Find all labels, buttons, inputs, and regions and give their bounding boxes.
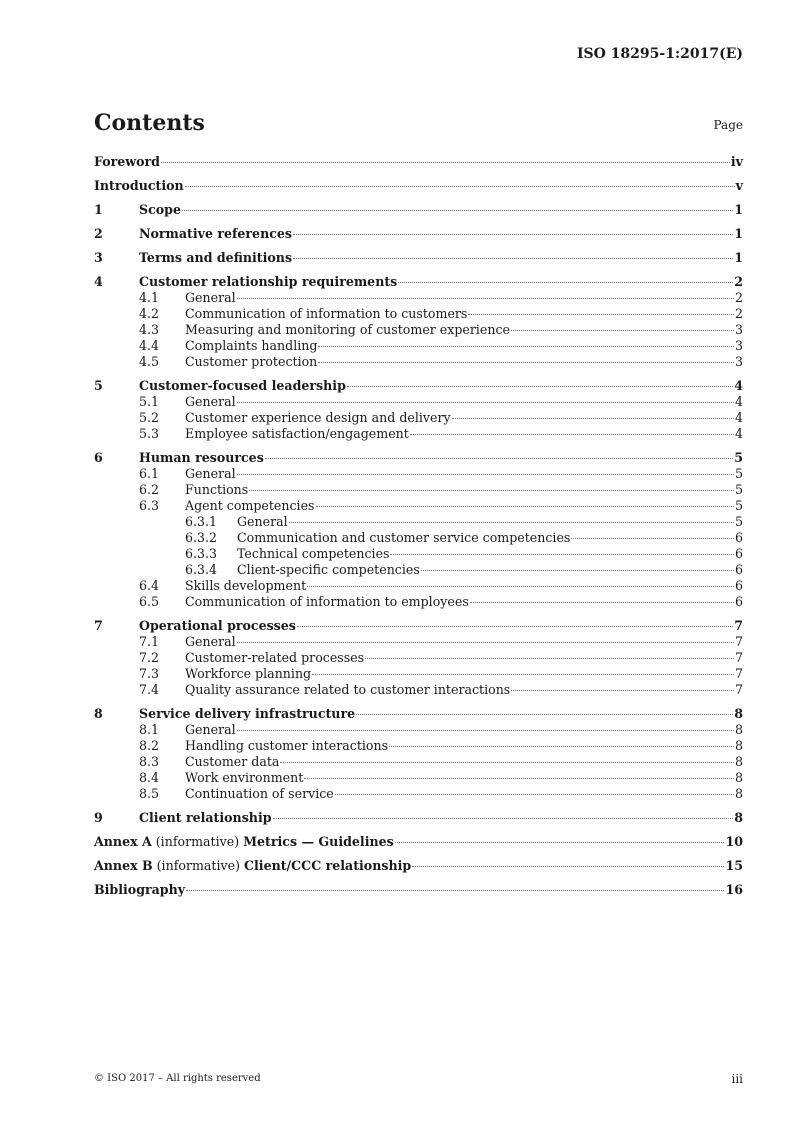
- toc-entry-title: Workforce planning: [185, 666, 312, 681]
- toc-entry-page: 7: [734, 666, 743, 681]
- toc-entry-title: Skills development: [185, 578, 307, 593]
- toc-entry-title: Employee satisfaction/engagement: [185, 426, 409, 441]
- toc-entry-title: Technical competencies: [237, 546, 390, 561]
- toc-entry-number: 6.1: [139, 466, 160, 481]
- toc-entry-page: 2: [734, 290, 743, 305]
- toc-dot-leader: [293, 258, 733, 259]
- toc-dot-leader: [395, 842, 725, 843]
- toc-entry-number: 2: [94, 226, 103, 241]
- toc-entry-title: Quality assurance related to customer interactions: [185, 682, 511, 697]
- toc-entry-title: Service delivery infrastructure: [139, 706, 356, 721]
- toc-entry-number: 6.3.1: [185, 514, 218, 529]
- toc-entry-title: Functions: [185, 482, 249, 497]
- toc-entry-page: 8: [734, 706, 743, 721]
- toc-entry-page: 4: [734, 410, 743, 425]
- toc-entry-number: 7.3: [139, 666, 160, 681]
- toc-entry[interactable]: [94, 154, 743, 170]
- toc-dot-leader: [161, 162, 730, 163]
- toc-entry-title: General: [185, 290, 236, 305]
- toc-entry-page: 16: [725, 882, 743, 897]
- toc-entry-title: Handling customer interactions: [185, 738, 389, 753]
- toc-entry-title: General: [185, 394, 236, 409]
- toc-entry-page: 7: [734, 634, 743, 649]
- toc-entry[interactable]: [94, 426, 743, 442]
- toc-entry-number: 6.4: [139, 578, 160, 593]
- toc-entry[interactable]: [94, 498, 743, 514]
- toc-entry-title: General: [185, 722, 236, 737]
- toc-entry-number: 6.5: [139, 594, 160, 609]
- toc-dot-leader: [312, 674, 734, 675]
- toc-entry-title: Introduction: [94, 178, 184, 193]
- toc-entry-number: 9: [94, 810, 103, 825]
- toc-entry-title: Work environment: [185, 770, 304, 785]
- toc-entry-title: Terms and definitions: [139, 250, 293, 265]
- toc-dot-leader: [185, 186, 735, 187]
- toc-entry-number: 8: [94, 706, 103, 721]
- toc-entry-page: 7: [734, 682, 743, 697]
- toc-dot-leader: [249, 490, 734, 491]
- toc-entry[interactable]: [94, 226, 743, 242]
- toc-entry-title: Agent competencies: [185, 498, 315, 513]
- page-title: Contents: [94, 110, 205, 136]
- toc-entry[interactable]: [94, 306, 743, 322]
- toc-entry-number: 4: [94, 274, 103, 289]
- toc-entry-page: 4: [734, 378, 743, 393]
- toc-entry[interactable]: [94, 530, 743, 546]
- toc-entry-page: 4: [734, 426, 743, 441]
- toc-entry-title: General: [185, 634, 236, 649]
- toc-entry-number: 8.5: [139, 786, 160, 801]
- toc-entry-number: 8.1: [139, 722, 160, 737]
- toc-entry-title: Measuring and monitoring of customer experience: [185, 322, 510, 337]
- toc-annex-title: Client/CCC relationship: [243, 858, 412, 873]
- toc-entry-title: Customer-related processes: [185, 650, 365, 665]
- toc-entry[interactable]: [94, 466, 743, 482]
- toc-dot-leader: [318, 346, 734, 347]
- toc-entry-number: 8.4: [139, 770, 160, 785]
- toc-entry[interactable]: [94, 810, 743, 826]
- toc-entry-page: 8: [734, 770, 743, 785]
- copyright-notice: © ISO 2017 – All rights reserved: [94, 1073, 261, 1084]
- toc-entry-page: 5: [734, 498, 743, 513]
- toc-entry-page: 6: [734, 578, 743, 593]
- toc-entry-page: 6: [734, 594, 743, 609]
- toc-entry[interactable]: [94, 562, 743, 578]
- toc-entry-page: 8: [734, 722, 743, 737]
- toc-entry-number: 5.1: [139, 394, 160, 409]
- toc-entry-page: 15: [725, 858, 743, 873]
- toc-entry-page: 5: [734, 482, 743, 497]
- toc-dot-leader: [347, 386, 733, 387]
- toc-dot-leader: [571, 538, 734, 539]
- toc-entry[interactable]: [94, 834, 743, 850]
- toc-annex-title: Metrics — Guidelines: [243, 834, 394, 849]
- toc-entry-page: 2: [734, 306, 743, 321]
- toc-entry-number: 8.2: [139, 738, 160, 753]
- toc-entry[interactable]: [94, 290, 743, 306]
- toc-entry-number: 5.2: [139, 410, 160, 425]
- toc-dot-leader: [410, 434, 734, 435]
- toc-entry-title: Operational processes: [139, 618, 296, 633]
- toc-entry-title: General: [237, 514, 288, 529]
- toc-entry[interactable]: [94, 202, 743, 218]
- toc-dot-leader: [412, 866, 724, 867]
- toc-entry-title: Customer relationship requirements: [139, 274, 398, 289]
- toc-entry-page: 4: [734, 394, 743, 409]
- toc-entry[interactable]: [94, 666, 743, 682]
- toc-entry[interactable]: [94, 738, 743, 754]
- toc-entry-page: 6: [734, 530, 743, 545]
- toc-entry-page: 8: [734, 786, 743, 801]
- toc-entry-page: v: [735, 178, 743, 193]
- toc-entry-number: 3: [94, 250, 103, 265]
- toc-dot-leader: [273, 818, 734, 819]
- toc-entry-page: 8: [734, 810, 743, 825]
- toc-entry-number: 5.3: [139, 426, 160, 441]
- toc-entry-title: Bibliography: [94, 882, 186, 897]
- toc-entry-title: Continuation of service: [185, 786, 334, 801]
- toc-entry[interactable]: [94, 634, 743, 650]
- table-of-contents: [94, 154, 743, 898]
- toc-entry[interactable]: [94, 322, 743, 338]
- toc-entry-page: 7: [734, 618, 743, 633]
- toc-entry-title: Communication and customer service competencies: [237, 530, 571, 545]
- toc-annex-label: Annex A: [94, 834, 152, 849]
- toc-dot-leader: [237, 642, 734, 643]
- page-column-label: Page: [713, 118, 743, 132]
- toc-entry[interactable]: [94, 514, 743, 530]
- toc-entry-page: 6: [734, 562, 743, 577]
- toc-entry-title: Customer data: [185, 754, 280, 769]
- toc-entry[interactable]: [94, 722, 743, 738]
- toc-entry-page: iv: [730, 154, 743, 169]
- toc-entry-title: Customer experience design and delivery: [185, 410, 451, 425]
- toc-entry[interactable]: [94, 274, 743, 290]
- toc-dot-leader: [304, 778, 734, 779]
- toc-entry-number: 7.2: [139, 650, 160, 665]
- toc-entry[interactable]: [94, 618, 743, 634]
- toc-entry-page: 8: [734, 754, 743, 769]
- toc-dot-leader: [335, 794, 734, 795]
- toc-dot-leader: [237, 402, 734, 403]
- toc-entry-number: 4.5: [139, 354, 160, 369]
- toc-dot-leader: [356, 714, 733, 715]
- toc-dot-leader: [452, 418, 734, 419]
- toc-entry-title: Human resources: [139, 450, 264, 465]
- toc-dot-leader: [511, 330, 734, 331]
- toc-dot-leader: [237, 474, 734, 475]
- toc-entry[interactable]: [94, 682, 743, 698]
- toc-entry[interactable]: [94, 450, 743, 466]
- toc-dot-leader: [280, 762, 734, 763]
- toc-entry-page: 1: [734, 226, 743, 241]
- toc-entry-title: Scope: [139, 202, 181, 217]
- toc-entry-number: 6.3: [139, 498, 160, 513]
- toc-entry[interactable]: [94, 786, 743, 802]
- toc-annex-type: (informative): [152, 858, 244, 873]
- toc-entry-title: Customer protection: [185, 354, 318, 369]
- toc-dot-leader: [237, 730, 734, 731]
- toc-entry[interactable]: [94, 410, 743, 426]
- toc-dot-leader: [316, 506, 734, 507]
- toc-entry[interactable]: [94, 858, 743, 874]
- toc-dot-leader: [237, 298, 734, 299]
- toc-entry-number: 4.2: [139, 306, 160, 321]
- toc-entry-title: Foreword: [94, 154, 160, 169]
- standard-designation: ISO 18295-1:2017(E): [576, 46, 743, 62]
- toc-dot-leader: [389, 746, 734, 747]
- toc-entry[interactable]: [94, 178, 743, 194]
- toc-dot-leader: [421, 570, 734, 571]
- toc-dot-leader: [390, 554, 734, 555]
- toc-entry[interactable]: [94, 754, 743, 770]
- toc-dot-leader: [398, 282, 733, 283]
- toc-dot-leader: [511, 690, 734, 691]
- toc-entry-title: Customer-focused leadership: [139, 378, 346, 393]
- toc-entry-title: Client-specific competencies: [237, 562, 420, 577]
- toc-entry-page: 6: [734, 546, 743, 561]
- toc-dot-leader: [182, 210, 733, 211]
- toc-entry-number: 7.4: [139, 682, 160, 697]
- toc-entry-title: Communication of information to employees: [185, 594, 469, 609]
- toc-entry-number: 7.1: [139, 634, 160, 649]
- toc-entry[interactable]: [94, 378, 743, 394]
- toc-entry-number: 4.1: [139, 290, 160, 305]
- toc-entry-page: 1: [734, 250, 743, 265]
- toc-entry-page: 3: [734, 354, 743, 369]
- toc-entry[interactable]: [94, 770, 743, 786]
- toc-dot-leader: [297, 626, 733, 627]
- toc-dot-leader: [265, 458, 733, 459]
- toc-entry[interactable]: [94, 882, 743, 898]
- toc-entry[interactable]: [94, 706, 743, 722]
- toc-dot-leader: [307, 586, 734, 587]
- toc-entry-page: 7: [734, 650, 743, 665]
- toc-entry-title: [94, 858, 411, 874]
- toc-annex-label: Annex B: [94, 858, 153, 873]
- toc-entry-number: 4.3: [139, 322, 160, 337]
- toc-entry-page: 3: [734, 322, 743, 337]
- toc-entry-page: 5: [734, 514, 743, 529]
- toc-entry-number: 6.3.4: [185, 562, 218, 577]
- toc-entry-title: Client relationship: [139, 810, 272, 825]
- toc-entry[interactable]: [94, 250, 743, 266]
- toc-entry-number: 5: [94, 378, 103, 393]
- toc-annex-type: (informative): [151, 834, 244, 849]
- toc-entry-page: 8: [734, 738, 743, 753]
- toc-dot-leader: [365, 658, 734, 659]
- toc-entry-page: 3: [734, 338, 743, 353]
- toc-entry-number: 6.3.2: [185, 530, 218, 545]
- toc-entry[interactable]: [94, 650, 743, 666]
- toc-entry-page: 5: [734, 450, 743, 465]
- toc-entry-title: Complaints handling: [185, 338, 318, 353]
- toc-entry-number: 6: [94, 450, 103, 465]
- toc-entry-number: 8.3: [139, 754, 160, 769]
- toc-entry[interactable]: [94, 482, 743, 498]
- toc-entry-page: 5: [734, 466, 743, 481]
- toc-entry-page: 2: [734, 274, 743, 289]
- toc-entry-title: [94, 834, 394, 850]
- toc-entry-number: 1: [94, 202, 103, 217]
- page-number: iii: [731, 1072, 743, 1086]
- toc-dot-leader: [186, 890, 724, 891]
- toc-entry-number: 6.3.3: [185, 546, 218, 561]
- toc-entry-title: General: [185, 466, 236, 481]
- toc-entry-number: 6.2: [139, 482, 160, 497]
- toc-entry-number: 4.4: [139, 338, 160, 353]
- toc-dot-leader: [289, 522, 734, 523]
- toc-entry-title: Communication of information to customers: [185, 306, 468, 321]
- toc-dot-leader: [293, 234, 733, 235]
- toc-entry[interactable]: [94, 394, 743, 410]
- toc-dot-leader: [468, 314, 734, 315]
- toc-entry-number: 7: [94, 618, 103, 633]
- toc-entry[interactable]: [94, 338, 743, 354]
- toc-dot-leader: [318, 362, 734, 363]
- toc-entry-page: 1: [734, 202, 743, 217]
- toc-entry[interactable]: [94, 578, 743, 594]
- toc-entry[interactable]: [94, 354, 743, 370]
- toc-dot-leader: [470, 602, 734, 603]
- toc-entry[interactable]: [94, 594, 743, 610]
- toc-entry[interactable]: [94, 546, 743, 562]
- toc-entry-page: 10: [725, 834, 743, 849]
- toc-entry-title: Normative references: [139, 226, 293, 241]
